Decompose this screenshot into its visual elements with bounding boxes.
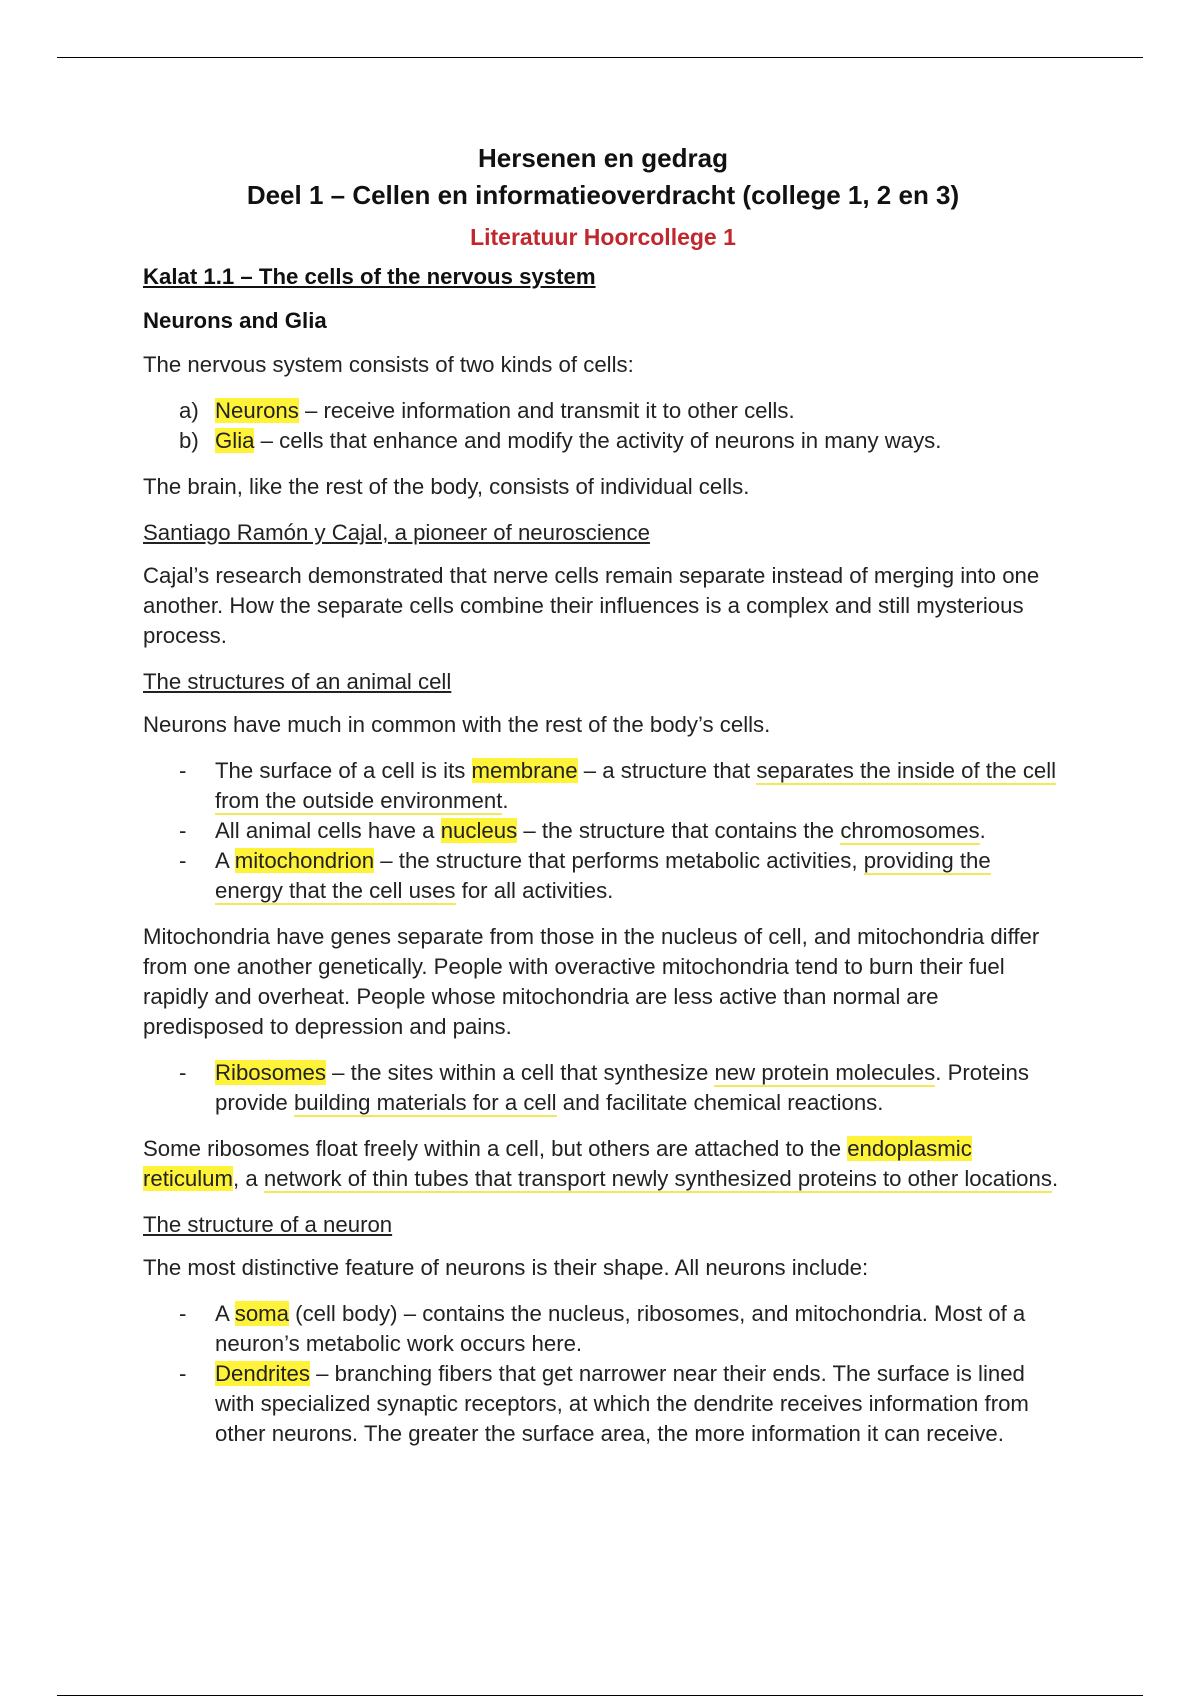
- heading-neurons-glia: Neurons and Glia: [143, 308, 327, 333]
- list-text: (cell body) – contains the nucleus, ribosomes, and mitochondria. Most of a neuron’s metabolic work occurs here.: [215, 1301, 1026, 1356]
- paragraph-text: , a: [233, 1166, 264, 1191]
- neuron-structure-heading: The structure of a neuron: [143, 1212, 393, 1237]
- document-page: [143, 140, 1063, 1465]
- highlight-term: Neurons: [215, 398, 299, 423]
- list-marker: a): [179, 398, 199, 423]
- list-marker: -: [179, 758, 187, 783]
- list-text: .: [502, 788, 509, 813]
- underlined-text: providing the energy that the cell uses: [215, 848, 991, 903]
- list-text: – cells that enhance and modify the activity of neurons in many ways.: [254, 428, 942, 453]
- underlined-text: new protein molecules: [714, 1060, 936, 1085]
- list-marker: b): [179, 428, 199, 453]
- highlight-term: mitochondrion: [234, 848, 375, 873]
- list-item: [143, 1299, 1063, 1359]
- cell-structures-list: [143, 756, 1063, 906]
- list-item: [143, 1359, 1063, 1449]
- list-marker: -: [179, 818, 187, 843]
- list-text: for all activities.: [455, 878, 614, 903]
- list-item: [143, 846, 1063, 906]
- document-title: Hersenen en gedrag: [478, 143, 728, 173]
- list-text: A: [215, 848, 235, 873]
- cajal-heading: Santiago Ramón y Cajal, a pioneer of neuroscience: [143, 520, 650, 545]
- chapter-heading: Kalat 1.1 – The cells of the nervous system: [143, 264, 596, 289]
- brain-paragraph: The brain, like the rest of the body, consists of individual cells.: [143, 474, 750, 499]
- list-text: The surface of a cell is its: [215, 758, 472, 783]
- underlined-text: chromosomes: [840, 818, 980, 843]
- highlight-term: nucleus: [440, 818, 518, 843]
- list-marker: -: [179, 1060, 187, 1085]
- bottom-rule: [57, 1695, 1143, 1696]
- animal-cell-heading: The structures of an animal cell: [143, 669, 452, 694]
- cajal-paragraph: Cajal’s research demonstrated that nerve cells remain separate instead of merging into one another. How the separate cells combine their influences is a complex and still mysterious process.: [143, 563, 1040, 648]
- list-text: All animal cells have a: [215, 818, 441, 843]
- list-marker: -: [179, 1361, 187, 1386]
- neuron-intro: The most distinctive feature of neurons is their shape. All neurons include:: [143, 1255, 869, 1280]
- animal-cell-intro: Neurons have much in common with the rest of the body’s cells.: [143, 712, 771, 737]
- list-marker: -: [179, 1301, 187, 1326]
- list-text: – receive information and transmit it to other cells.: [298, 398, 795, 423]
- list-text: . Proteins provide: [215, 1060, 1029, 1115]
- highlight-term: membrane: [471, 758, 578, 783]
- neuron-parts-list: [143, 1299, 1063, 1449]
- list-text: – the structure that performs metabolic activities,: [374, 848, 864, 873]
- list-item: [143, 426, 1063, 456]
- highlight-term: Glia: [215, 428, 255, 453]
- list-item: [143, 816, 1063, 846]
- list-item: [143, 396, 1063, 426]
- mitochondria-paragraph: Mitochondria have genes separate from those in the nucleus of cell, and mitochondria differ from one another genetically. People with overactive mitochondria tend to burn their fuel rapidly and overheat. People whose mitochondria are less active than normal are predisposed to depression and pains.: [143, 924, 1040, 1039]
- intro-paragraph: The nervous system consists of two kinds of cells:: [143, 352, 634, 377]
- list-text: – the structure that contains the: [517, 818, 841, 843]
- list-text: – branching fibers that get narrower near their ends. The surface is lined with specialized synaptic receptors, at which the dendrite receives information from other neurons. The greater the surface area, the more information it can receive.: [215, 1361, 1029, 1446]
- top-rule: [57, 57, 1143, 58]
- paragraph-text: Some ribosomes float freely within a cell, but others are attached to the: [143, 1136, 848, 1161]
- list-marker: -: [179, 848, 187, 873]
- list-text: and facilitate chemical reactions.: [556, 1090, 884, 1115]
- highlight-term: endoplasmic reticulum: [143, 1136, 972, 1191]
- highlight-term: Dendrites: [215, 1361, 310, 1386]
- list-text: – the sites within a cell that synthesize: [325, 1060, 715, 1085]
- list-text: .: [979, 818, 986, 843]
- er-paragraph: [143, 1134, 1063, 1194]
- document-subtitle: Deel 1 – Cellen en informatieoverdracht (college 1, 2 en 3): [246, 180, 960, 210]
- underlined-text: building materials for a cell: [293, 1090, 557, 1115]
- list-text: – a structure that: [577, 758, 757, 783]
- underlined-text: network of thin tubes that transport newly synthesized proteins to other locations: [263, 1166, 1052, 1191]
- paragraph-text: .: [1051, 1166, 1059, 1191]
- list-text: A: [215, 1301, 235, 1326]
- cell-kinds-list: [143, 396, 1063, 456]
- ribosomes-list: [143, 1058, 1063, 1118]
- section-heading-red: Literatuur Hoorcollege 1: [470, 224, 736, 250]
- highlight-term: Ribosomes: [215, 1060, 326, 1085]
- underlined-text: separates the inside of the cell from the outside environment: [215, 758, 1057, 813]
- highlight-term: soma: [234, 1301, 290, 1326]
- list-item: [143, 756, 1063, 816]
- list-item: [143, 1058, 1063, 1118]
